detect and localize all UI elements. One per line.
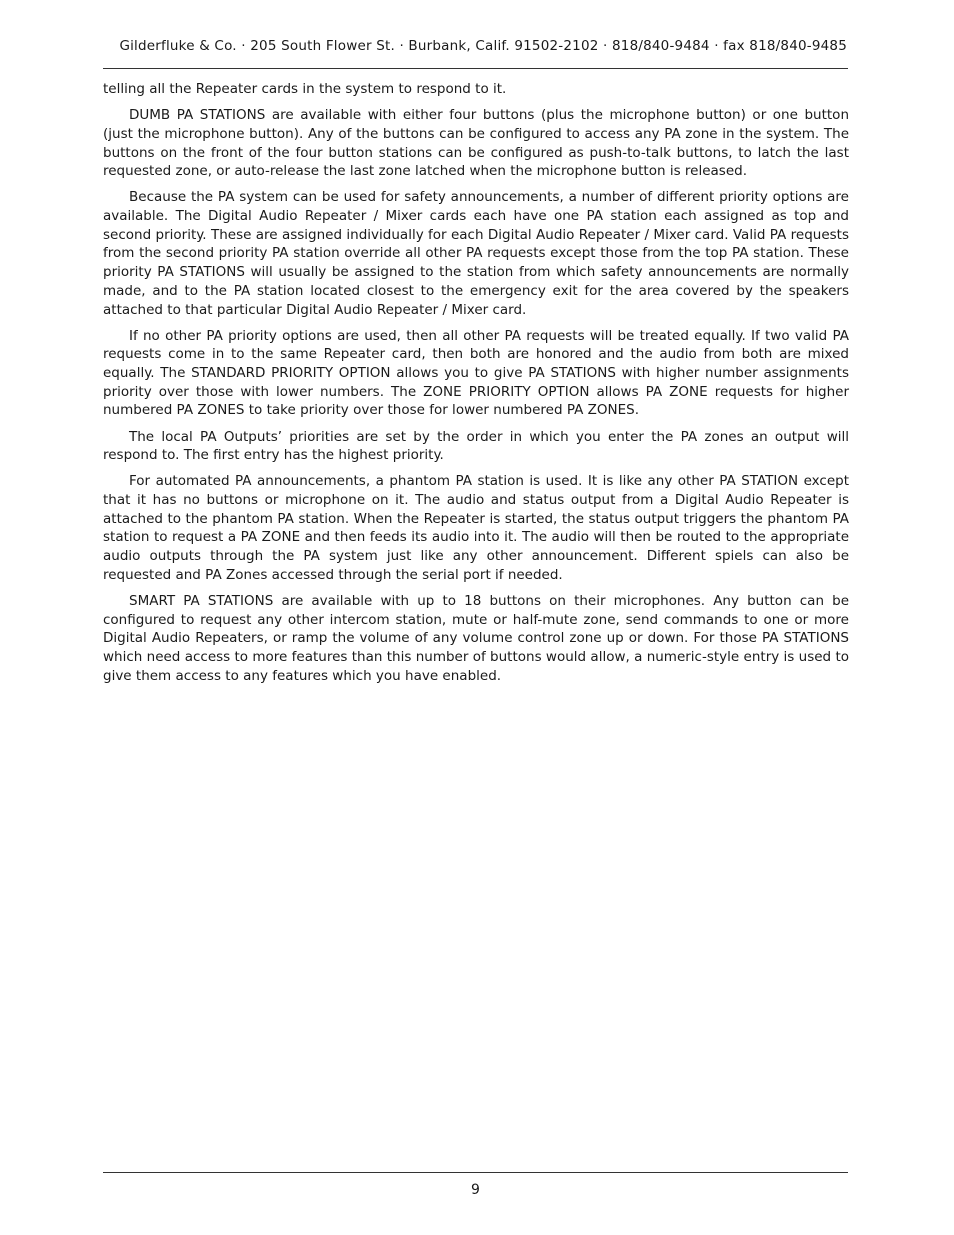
paragraph-phantom-pa-station: For automated PA announcements, a phantom PA station is used. It is like any other PA STATION except that it has no buttons or microphone on it. The audio and status output from a Digital Audio Repeater is attached to the phantom PA station. When the Repeater is started, the status output triggers the phantom PA station to request a PA ZONE and then feeds its audio into it. The audio will then be routed to the appropriate audio outputs through the PA system just like any other announcement. Different spiels can also be requested and PA Zones accessed through the serial port if needed. (103, 473, 849, 583)
page-number: 9 (471, 1182, 480, 1198)
paragraph-local-pa-outputs: The local PA Outputs’ priorities are set by the order in which you enter the PA zones an output will respond to. The first entry has the highest priority. (103, 428, 849, 464)
paragraph-continuation: telling all the Repeater cards in the system to respond to it. (103, 81, 507, 97)
paragraph-standard-priority: If no other PA priority options are used, then all other PA requests will be treated equally. If two valid PA requests come in to the same Repeater card, then both are honored and the audio from both are mixed equally. The STANDARD PRIORITY OPTION allows you to give PA STATIONS with higher number assignments priority over those with lower numbers. The ZONE PRIORITY OPTION allows PA ZONE requests for higher numbered PA ZONES to take priority over those for lower numbered PA ZONES. (103, 327, 849, 419)
paragraph-priority-options: Because the PA system can be used for safety announcements, a number of different priority options are available. The Digital Audio Repeater / Mixer cards each have one PA station each assigned as top and second priority. These are assigned individually for each Digital Audio Repeater / Mixer card. Valid PA requests from the second priority PA station override all other PA requests except those from the top PA station. These priority PA STATIONS will usually be assigned to the station from which safety announcements are normally made, and to the PA station located closest to the emergency exit for the area covered by the speakers attached to that particular Digital Audio Repeater / Mixer card. (103, 189, 849, 318)
page-header: Gilderfluke & Co. · 205 South Flower St. · Burbank, Calif. 91502-2102 · 818/840-9484 · fax 818/840-9485 (119, 38, 847, 54)
footer-divider (103, 1172, 848, 1173)
header-divider (103, 68, 848, 69)
body-text (103, 80, 849, 693)
paragraph-dumb-pa-stations: DUMB PA STATIONS are available with either four buttons (plus the microphone button) or one button (just the microphone button). Any of the buttons can be configured to access any PA zone in the system. The buttons on the front of the four button stations can be configured as push-to-talk buttons, to latch the last requested zone, or auto-release the last zone latched when the microphone button is released. (103, 107, 849, 180)
paragraph-smart-pa-stations: SMART PA STATIONS are available with up to 18 buttons on their microphones. Any button can be configured to request any other intercom station, mute or half-mute zone, send commands to one or more Digital Audio Repeaters, or ramp the volume of any volume control zone up or down. For those PA STATIONS which need access to more features than this number of buttons would allow, a numeric-style entry is used to give them access to any features which you have enabled. (103, 592, 849, 684)
